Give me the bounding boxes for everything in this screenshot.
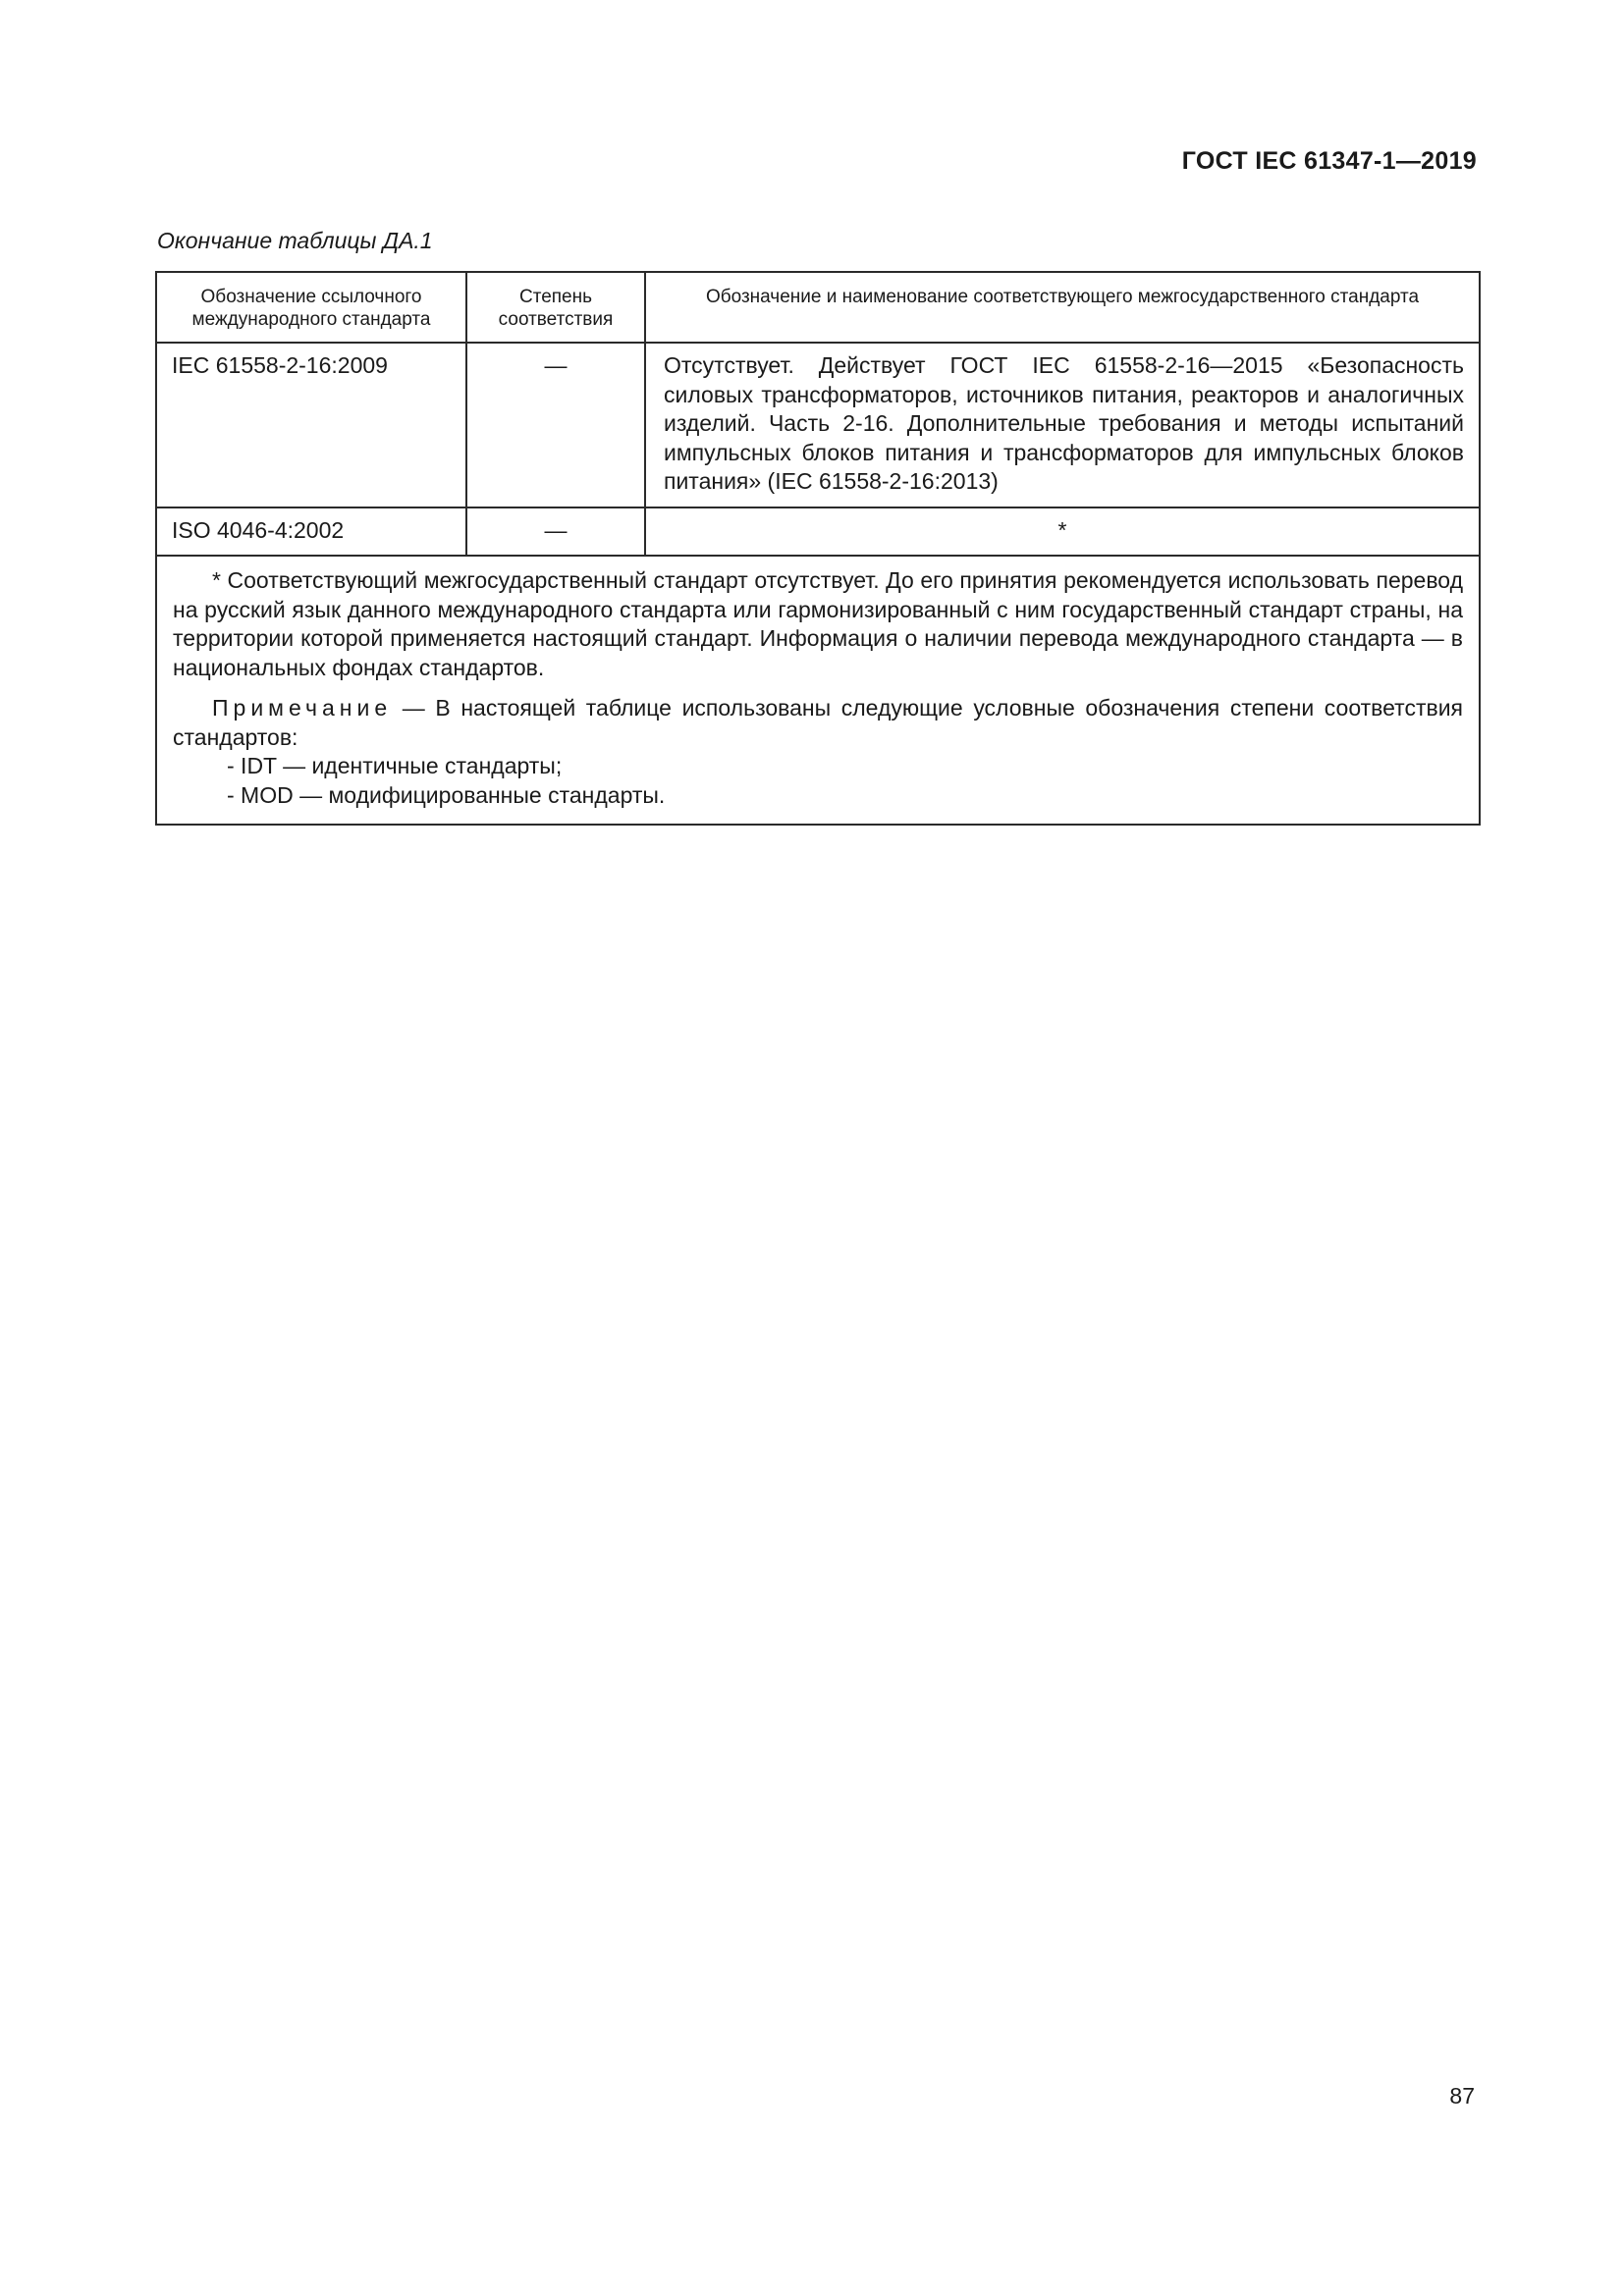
note-item-mod: - MOD — модифицированные стандарты.	[227, 781, 666, 808]
table-row	[156, 507, 1480, 557]
cell-interstate: *	[645, 507, 1480, 557]
note-paragraph	[173, 694, 1463, 752]
note-label: Примечание	[212, 695, 393, 721]
column-header-reference: Обозначение ссылочного международного стандарта	[156, 272, 466, 343]
cell-degree: —	[466, 343, 645, 507]
note-item-idt: - IDT — идентичные стандарты;	[227, 753, 563, 778]
table-header-row	[156, 272, 1480, 343]
note-text: — В настоящей таблице использованы следующие условные обозначения степени соответствия стандартов:	[173, 695, 1463, 750]
reference-standards-table	[155, 271, 1481, 826]
cell-reference: ISO 4046-4:2002	[156, 507, 466, 557]
document-header-standard-id: ГОСТ IEC 61347-1—2019	[1181, 147, 1477, 175]
footnote-cell	[156, 556, 1480, 825]
column-header-interstate: Обозначение и наименование соответствующего межгосударственного стандарта	[645, 272, 1480, 343]
table-caption: Окончание таблицы ДА.1	[157, 228, 433, 253]
cell-reference: IEC 61558-2-16:2009	[156, 343, 466, 507]
cell-interstate: Отсутствует. Действует ГОСТ IEC 61558-2-16—2015 «Безопасность силовых трансформаторов, источников питания, реакторов и аналогичных изделий. Часть 2-16. Дополнительные требования и методы испытаний импульсных блоков питания и трансформаторов для импульсных блоков питания» (IEC 61558-2-16:2013)	[645, 343, 1480, 507]
table-row	[156, 343, 1480, 507]
column-header-degree: Степень соответствия	[466, 272, 645, 343]
footnote-text: * Соответствующий межгосударственный стандарт отсутствует. До его принятия рекомендуется использовать перевод на русский язык данного международного стандарта или гармонизированный с ним государственный стандарт страны, на территории которой применяется настоящий стандарт. Информация о наличии перевода международного стандарта — в национальных фондах стандартов.	[173, 567, 1463, 680]
table-footnote-row	[156, 556, 1480, 825]
page-number: 87	[1449, 2083, 1475, 2109]
cell-degree: —	[466, 507, 645, 557]
